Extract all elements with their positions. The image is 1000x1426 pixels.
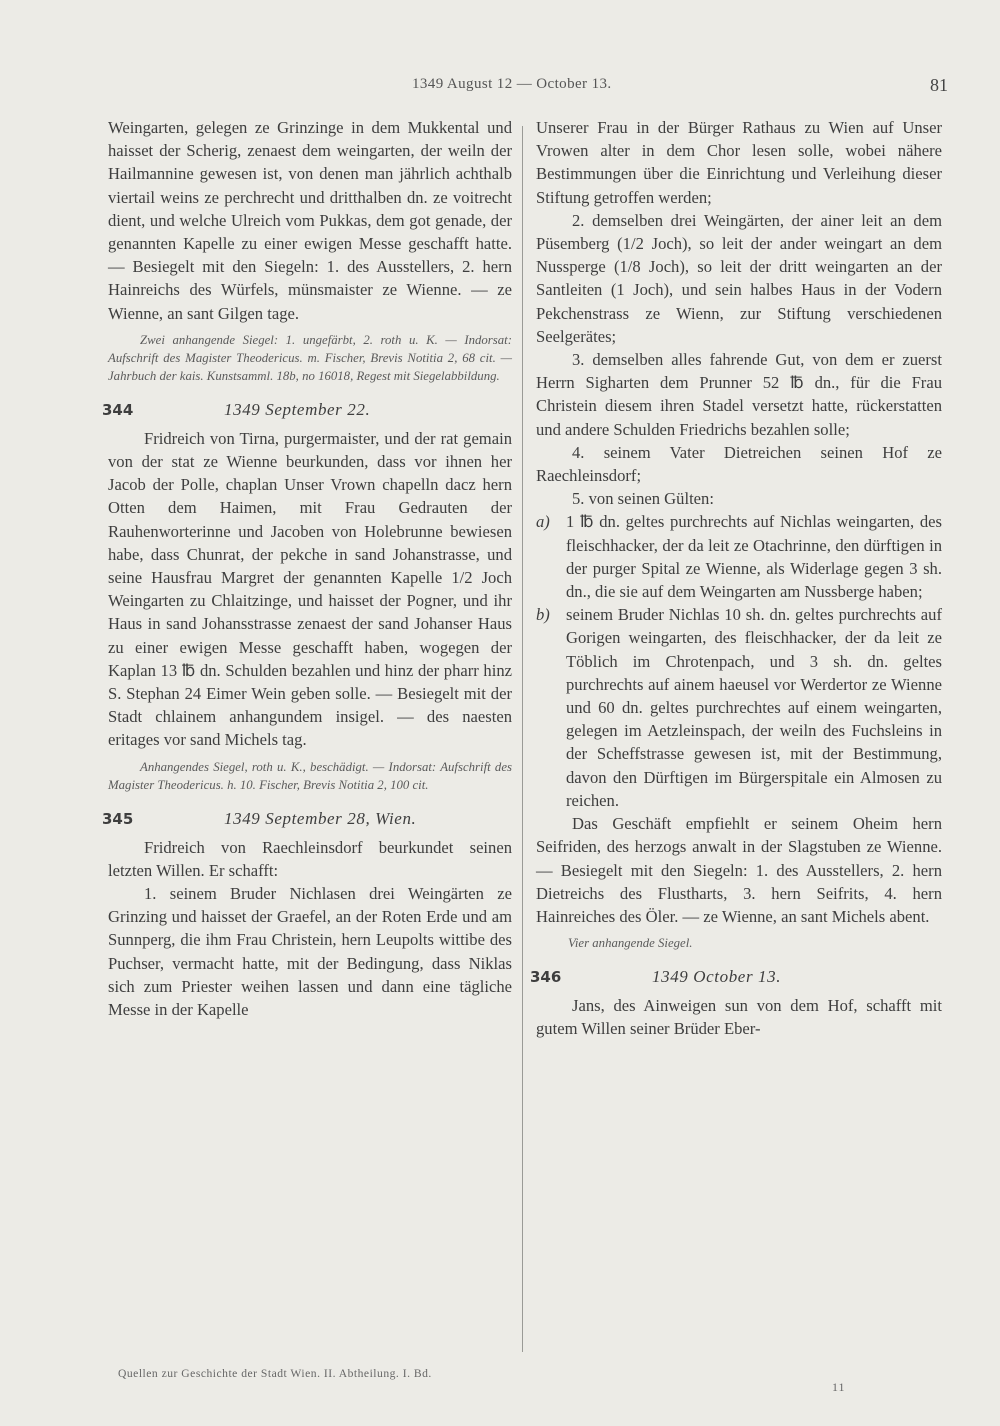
entry-345-note: Vier anhangende Siegel. — [568, 936, 693, 951]
entry-346-number: 346 — [530, 968, 562, 987]
entry-343-continuation: Weingarten, gelegen ze Grinzinge in dem Mukkental und haisset der Scherig, zenaest dem weingarten, der weiln der Hailmannine gewesen ist, von denen man jährlich achthalb viertail weins ze perchrecht und dritthalben dn. ze voitrecht dient, und welche Ulreich vom Pukkas, dem got genade, der genannten Kapelle zu einer ewigen Messe geschafft hatte. — Besiegelt mit den Siegeln: 1. des Ausstellers, 2. hern Hainreichs des Würfels, münsmaister ze Wienne. — ze Wienne, an sant Gilgen tage. — [108, 118, 512, 323]
entry-346-text: Jans, des Ainweigen sun von dem Hof, schafft mit gutem Willen seiner Brüder Eber- — [536, 996, 942, 1039]
running-head-title: 1349 August 12 — October 13. — [412, 76, 612, 92]
entry-344-number: 344 — [102, 400, 134, 419]
signature-mark: 11 — [832, 1380, 846, 1394]
entry-345-item-1: 1. seinem Bruder Nichlasen drei Weingärten ze Grinzing und haisset der Graefel, an der Roten Erde und am Sunnperg, die ihm Frau Christein, hern Leupolts wittibe des Puchser, vermacht hatte, mit der Bedingung, dass Niklas sich zum Priester weihen lassen und dann eine tägliche Messe in der Kapelle — [108, 884, 512, 1020]
page-number: 81 — [930, 75, 948, 95]
item-5a-marker: a) — [536, 512, 550, 532]
item-5b-text: seinem Bruder Nichlas 10 sh. dn. geltes purchrechts auf Gorigen weingarten, des fleischhacker, der da leit ze Töblich im Chrotenpach, und 3 sh. dn. geltes purchrechts auf ainem haeusel vor Werdertor ze Wienne und 60 dn. geltes purchrechtes auf einem weingarten, gelegen im Aetzleinspach, der weiln des Fuchsleins in der Scheffstrasse gewesen ist, mit der Bestimmung, davon den Dürftigen im Bürgerspitale ein Almosen zu reichen. — [566, 605, 942, 810]
entry-346-date: 1349 October 13. — [652, 967, 782, 987]
entry-345-item-3: 3. demselben alles fahrende Gut, von dem er zuerst Herrn Sigharten dem Prunner 52 ℔ dn., für die Frau Christein diesem ihren Stadel versetzt hatte, rückerstatten und andere Schulden Friedrichs bezahlen solle; — [536, 350, 942, 439]
entry-345-heading — [102, 806, 512, 832]
item-5b-marker: b) — [536, 605, 550, 625]
entry-344-date: 1349 September 22. — [224, 399, 371, 419]
entry-346-heading — [530, 964, 942, 990]
entry-345-item-2: 2. demselben drei Weingärten, der ainer leit an dem Püsemberg (1/2 Joch), so leit der ander weingart an dem Nussperge (1/8 Joch), so leit der dritt weingarten an der Santleiten (1 Joch), und sein halbes Haus in der Vodern Pekchenstrass ze Wienn, zur Stiftung verschiedenen Seelgerätes; — [536, 210, 942, 346]
entry-345-item-5a — [536, 510, 942, 603]
entry-345-item-5: 5. von seinen Gülten: — [572, 489, 714, 509]
item-5a-text: 1 ℔ dn. geltes purchrechts auf Nichlas weingarten, des fleischhacker, der da leit ze Otachrinne, den dürftigen in der purger Spital ze Wienne, als Widerlage gegen 3 sh. dn., die sie auf dem Weingarten am Nussberge haben; — [566, 512, 942, 602]
entry-345-number: 345 — [102, 809, 134, 828]
column-divider — [522, 126, 523, 1352]
entry-345-closing: Das Geschäft empfiehlt er seinem Oheim hern Seifriden, des herzogs anwalt in der Slagstuben ze Wienne. — Besiegelt mit den Siegeln: 1. des Ausstellers, 2. hern Dietreichs des Flustharts, 3. hern Seifrits, 4. hern Hainreiches des Öler. — ze Wienne, an sant Michels abent. — [536, 814, 942, 926]
entry-344-heading — [102, 397, 512, 423]
entry-344-text: Fridreich von Tirna, purgermaister, und der rat gemain von der stat ze Wienne beurkunden, dass vor ihnen her Jacob der Polle, chaplan Unser Vrown chapelln dacz hern Otten dem Haimen, mit Frau Gedrauten der Rauhenworterinne und Jacoben von Holebrunne bewiesen habe, dass Chunrat, der pekche in sand Johanstrasse, und seine Hausfrau Margret der genannten Kapelle 1/2 Joch Weingarten zu Chlaitzinge, und haisset der Pogner, und ihr Haus in sand Johansstrasse zenaest der sand Johanser Haus zu einer ewigen Messe geschafft haben, wogegen der Kaplan 13 ℔ dn. Schulden bezahlen und hinz der pharr hinz S. Stephan 24 Eimer Wein geben solle. — Besiegelt mit der Stadt chlainem anhangundem insigel. — des naesten eritages vor sand Michels tag. — [108, 428, 512, 750]
running-head — [0, 76, 1000, 100]
entry-344-note: Anhangendes Siegel, roth u. K., beschädigt. — Indorsat: Aufschrift des Magister Theodericus. h. 10. Fischer, Brevis Notitia 2, 100 cit. — [108, 759, 512, 792]
right-column — [530, 116, 942, 1041]
left-column — [102, 116, 512, 1021]
entry-345-intro: Fridreich von Raechleinsdorf beurkundet seinen letzten Willen. Er schafft: — [108, 837, 512, 880]
entry-345-item-1-cont: Unserer Frau in der Bürger Rathaus zu Wien auf Unser Vrowen alter in dem Chor lesen solle, wobei nähere Bestimmungen über die Einrichtung und Verleihung dieser Stiftung getroffen werden; — [536, 118, 942, 207]
source-footer: Quellen zur Geschichte der Stadt Wien. II. Abtheilung. I. Bd. — [118, 1367, 432, 1380]
entry-345-item-5b — [536, 603, 942, 812]
entry-345-item-4: 4. seinem Vater Dietreichen seinen Hof ze Raechleinsdorf; — [536, 442, 942, 486]
entry-343-note: Zwei anhangende Siegel: 1. ungefärbt, 2. roth u. K. — Indorsat: Aufschrift des Magister Theodericus. m. Fischer, Brevis Notitia 2, 68 cit. — Jahrbuch der kais. Kunstsamml. 18b, no 16018, Regest mit Siegelabbildung. — [108, 332, 512, 383]
entry-345-date: 1349 September 28, Wien. — [224, 808, 417, 828]
